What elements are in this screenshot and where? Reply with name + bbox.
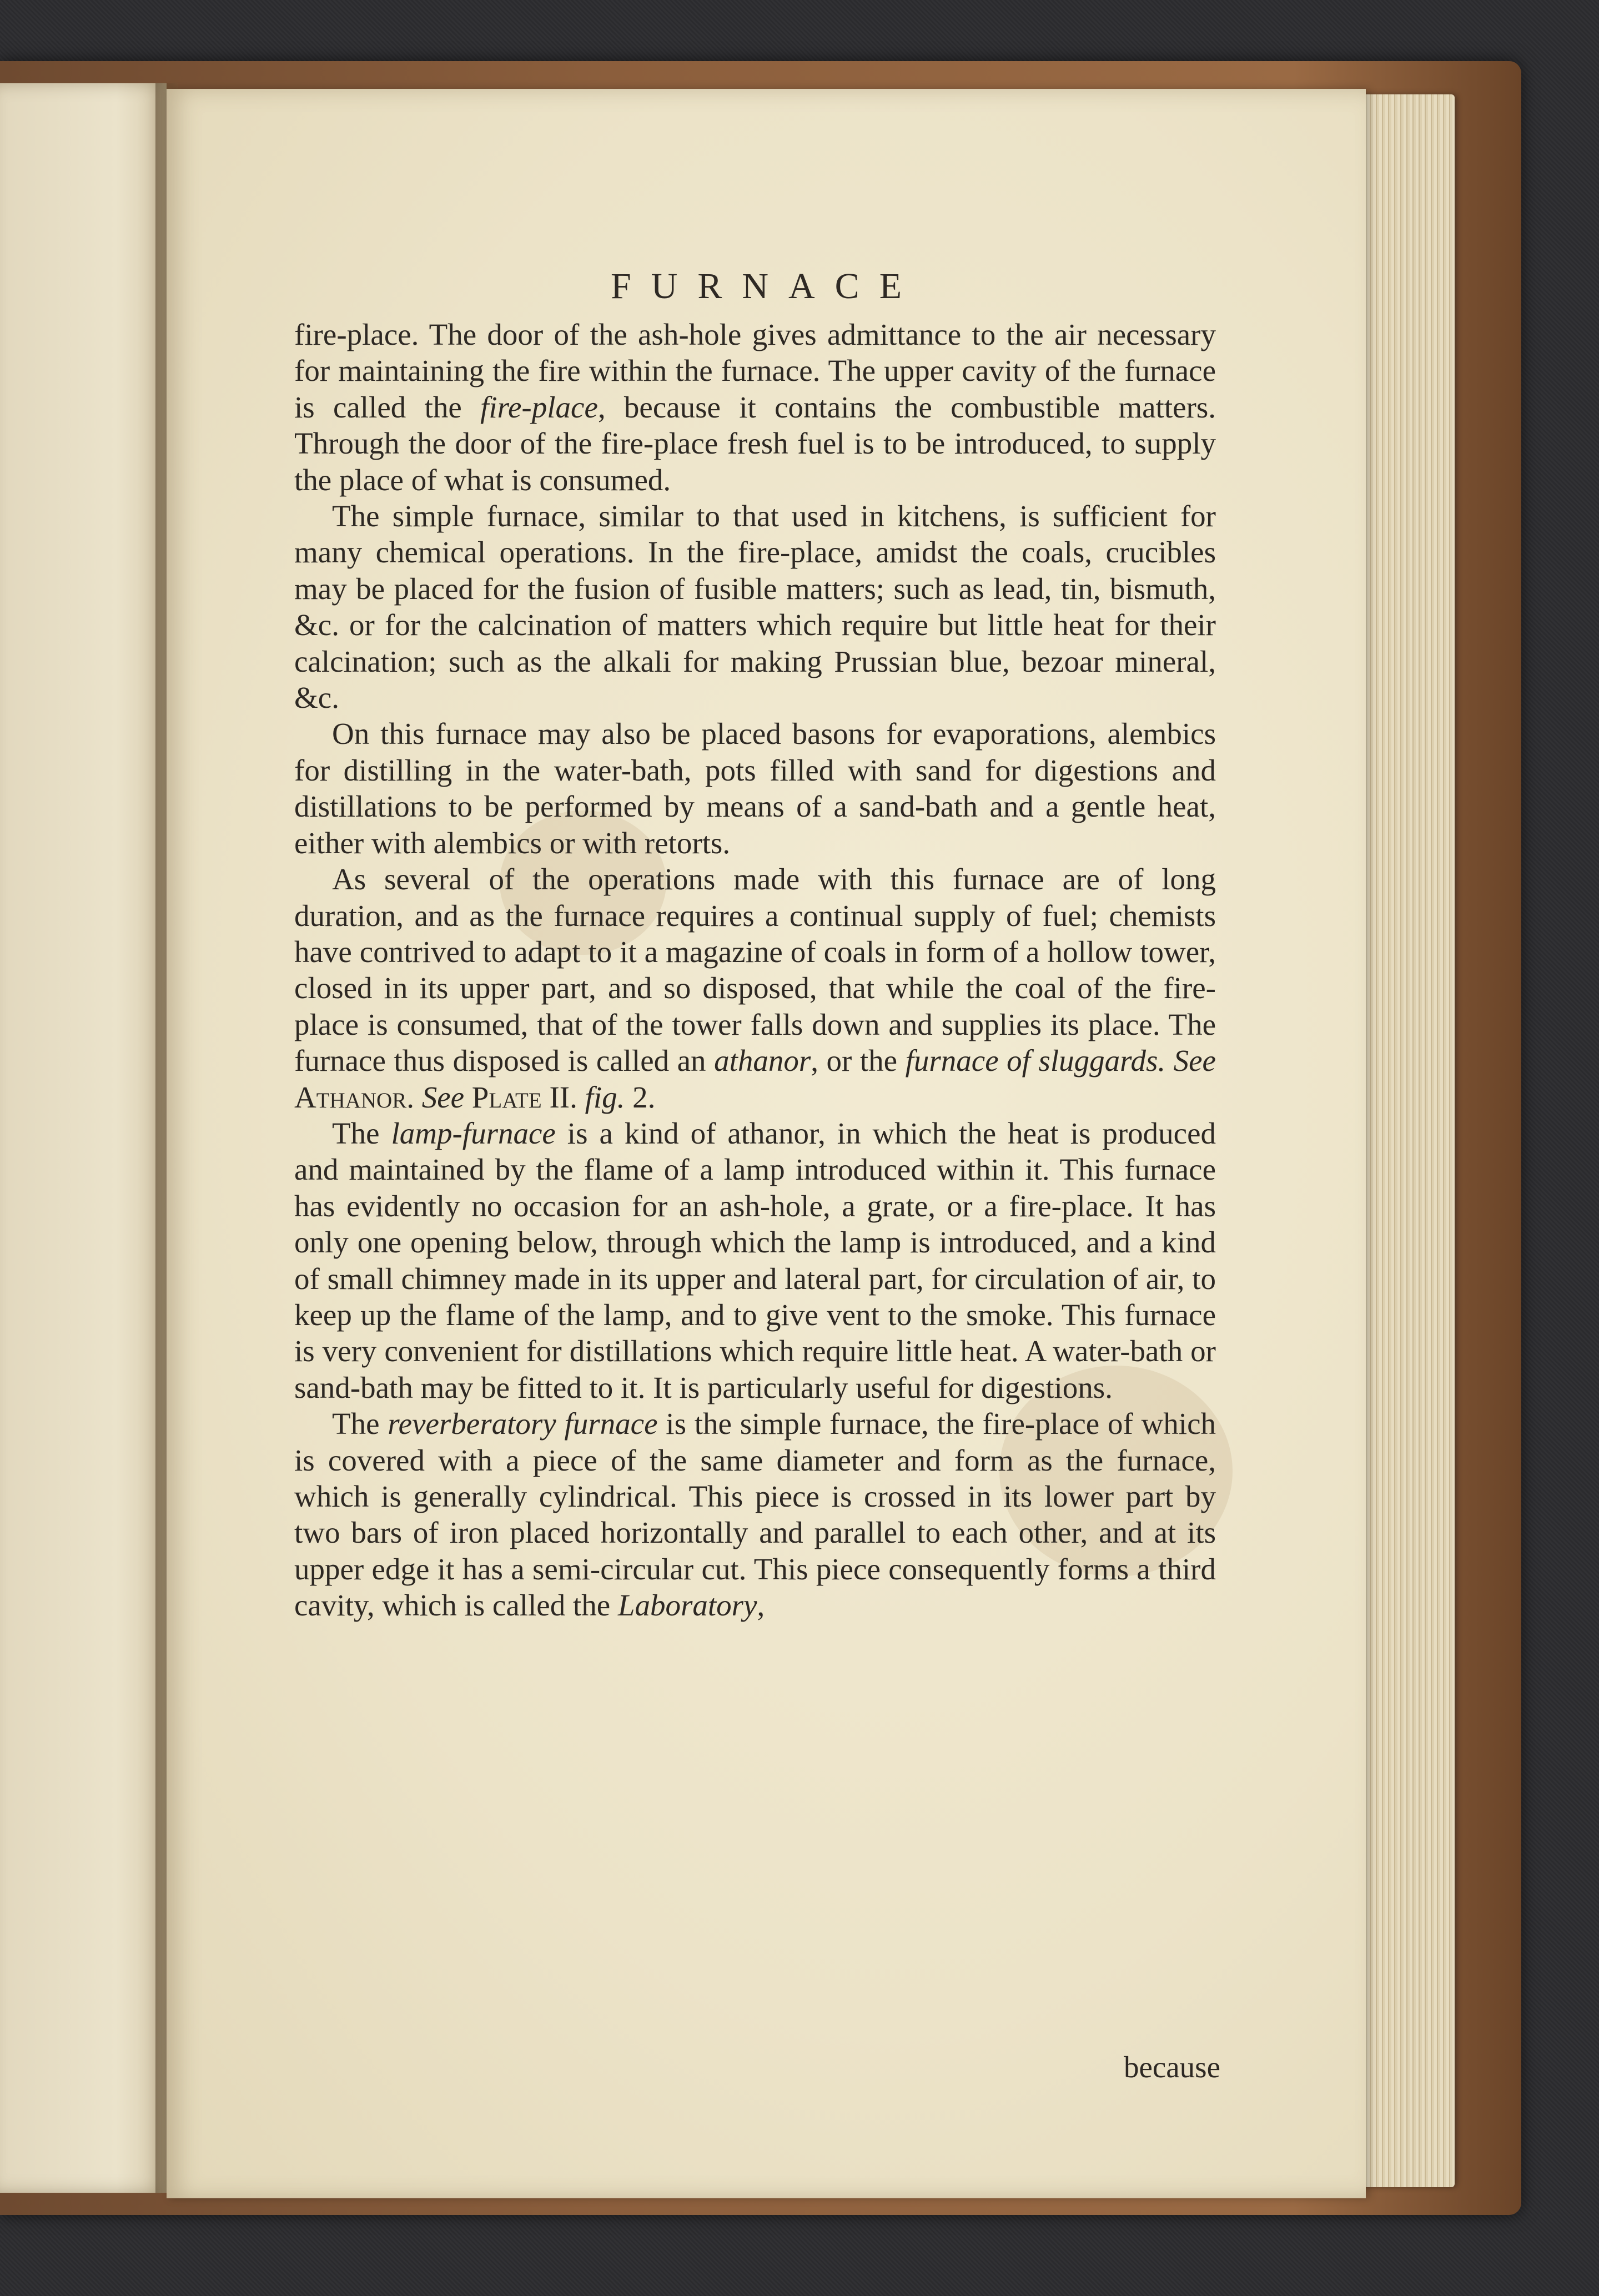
text-segment: furnace of sluggards. See: [905, 1044, 1216, 1078]
text-segment: Laboratory: [617, 1588, 757, 1623]
paragraph: [294, 861, 1216, 1115]
text-segment: reverberatory furnace: [388, 1407, 658, 1441]
body-text: [294, 316, 1216, 1624]
text-segment: The: [332, 1407, 388, 1441]
paragraph: [294, 716, 1216, 861]
paragraph: [294, 1406, 1216, 1623]
book-page: [167, 89, 1366, 2198]
text-segment: [464, 1080, 472, 1114]
text-segment: The: [332, 1116, 391, 1150]
text-segment: is the simple furnace, the fire-place of which is covered with a piece of the same diameter and form as the furnace, which is generally cylindrical. This piece is crossed in its lower part by two bars of iron placed horizontally and parallel to each other, and at its upper edge it has a semi-circular cut. This piece consequently forms a third cavity, which is called the: [294, 1407, 1216, 1623]
paragraph: [294, 316, 1216, 498]
text-segment: is a kind of athanor, in which the heat is produced and maintained by the flame of a lamp introduced within it. This furnace has evidently no occasion for an ash-hole, a grate, or a fire-place. It has only one opening below, through which the lamp is introduced, and a kind of small chimney made in its upper and lateral part, for circulation of air, to keep up the flame of the lamp, and to give vent to the smoke. This furnace is very convenient for distillations which require little heat. A water-bath or sand-bath may be fitted to it. It is particularly useful for digestions.: [294, 1116, 1216, 1404]
catchword: because: [1123, 2050, 1220, 2084]
text-segment: Plate: [471, 1080, 542, 1114]
page-edges: [1355, 94, 1455, 2187]
text-segment: , or the: [811, 1044, 906, 1078]
text-segment: Athanor.: [294, 1080, 414, 1114]
text-segment: athanor: [714, 1044, 811, 1078]
text-segment: fire-place: [480, 390, 598, 424]
text-segment: ,: [757, 1588, 765, 1623]
text-segment: fire-place. The door of the ash-hole gives admittance to the air necessary for maintaining the fire within the furnace. The upper cavity of the furnace is called the: [294, 318, 1216, 424]
running-head: FURNACE: [610, 266, 922, 306]
text-segment: lamp-furnace: [391, 1116, 556, 1150]
text-segment: [414, 1080, 422, 1114]
facing-page: [0, 83, 167, 2193]
text-segment: See: [421, 1080, 465, 1114]
paragraph: [294, 498, 1216, 716]
text-segment: On this furnace may also be placed basons for evaporations, alembics for distilling in the water-bath, pots filled with sand for digestions and distillations to be performed by means of a sand-bath and a gentle heat, either with alembics or with retorts.: [294, 717, 1216, 860]
text-segment: fig.: [585, 1080, 625, 1114]
text-segment: II.: [541, 1080, 585, 1114]
text-segment: As several of the operations made with this furnace are of long duration, and as the furnace requires a continual supply of fuel; chemists have contrived to adapt to it a magazine of coals in form of a hollow tower, closed in its upper part, and so disposed, that while the coal of the fire-place is consumed, that of the tower falls down and supplies its place. The furnace thus disposed is called an: [294, 862, 1216, 1078]
text-segment: 2.: [625, 1080, 656, 1114]
paragraph: [294, 1115, 1216, 1406]
text-segment: The simple furnace, similar to that used in kitchens, is sufficient for many chemical operations. In the fire-place, amidst the coals, crucibles may be placed for the fusion of fusible matters; such as lead, tin, bismuth, &c. or for the calcination of matters which require but little heat for their calcination; such as the alkali for making Prussian blue, bezoar mineral, &c.: [294, 499, 1216, 715]
text-segment: , because it contains the combustible matters. Through the door of the fire-place fresh fuel is to be introduced, to supply the place of what is consumed.: [294, 390, 1216, 497]
